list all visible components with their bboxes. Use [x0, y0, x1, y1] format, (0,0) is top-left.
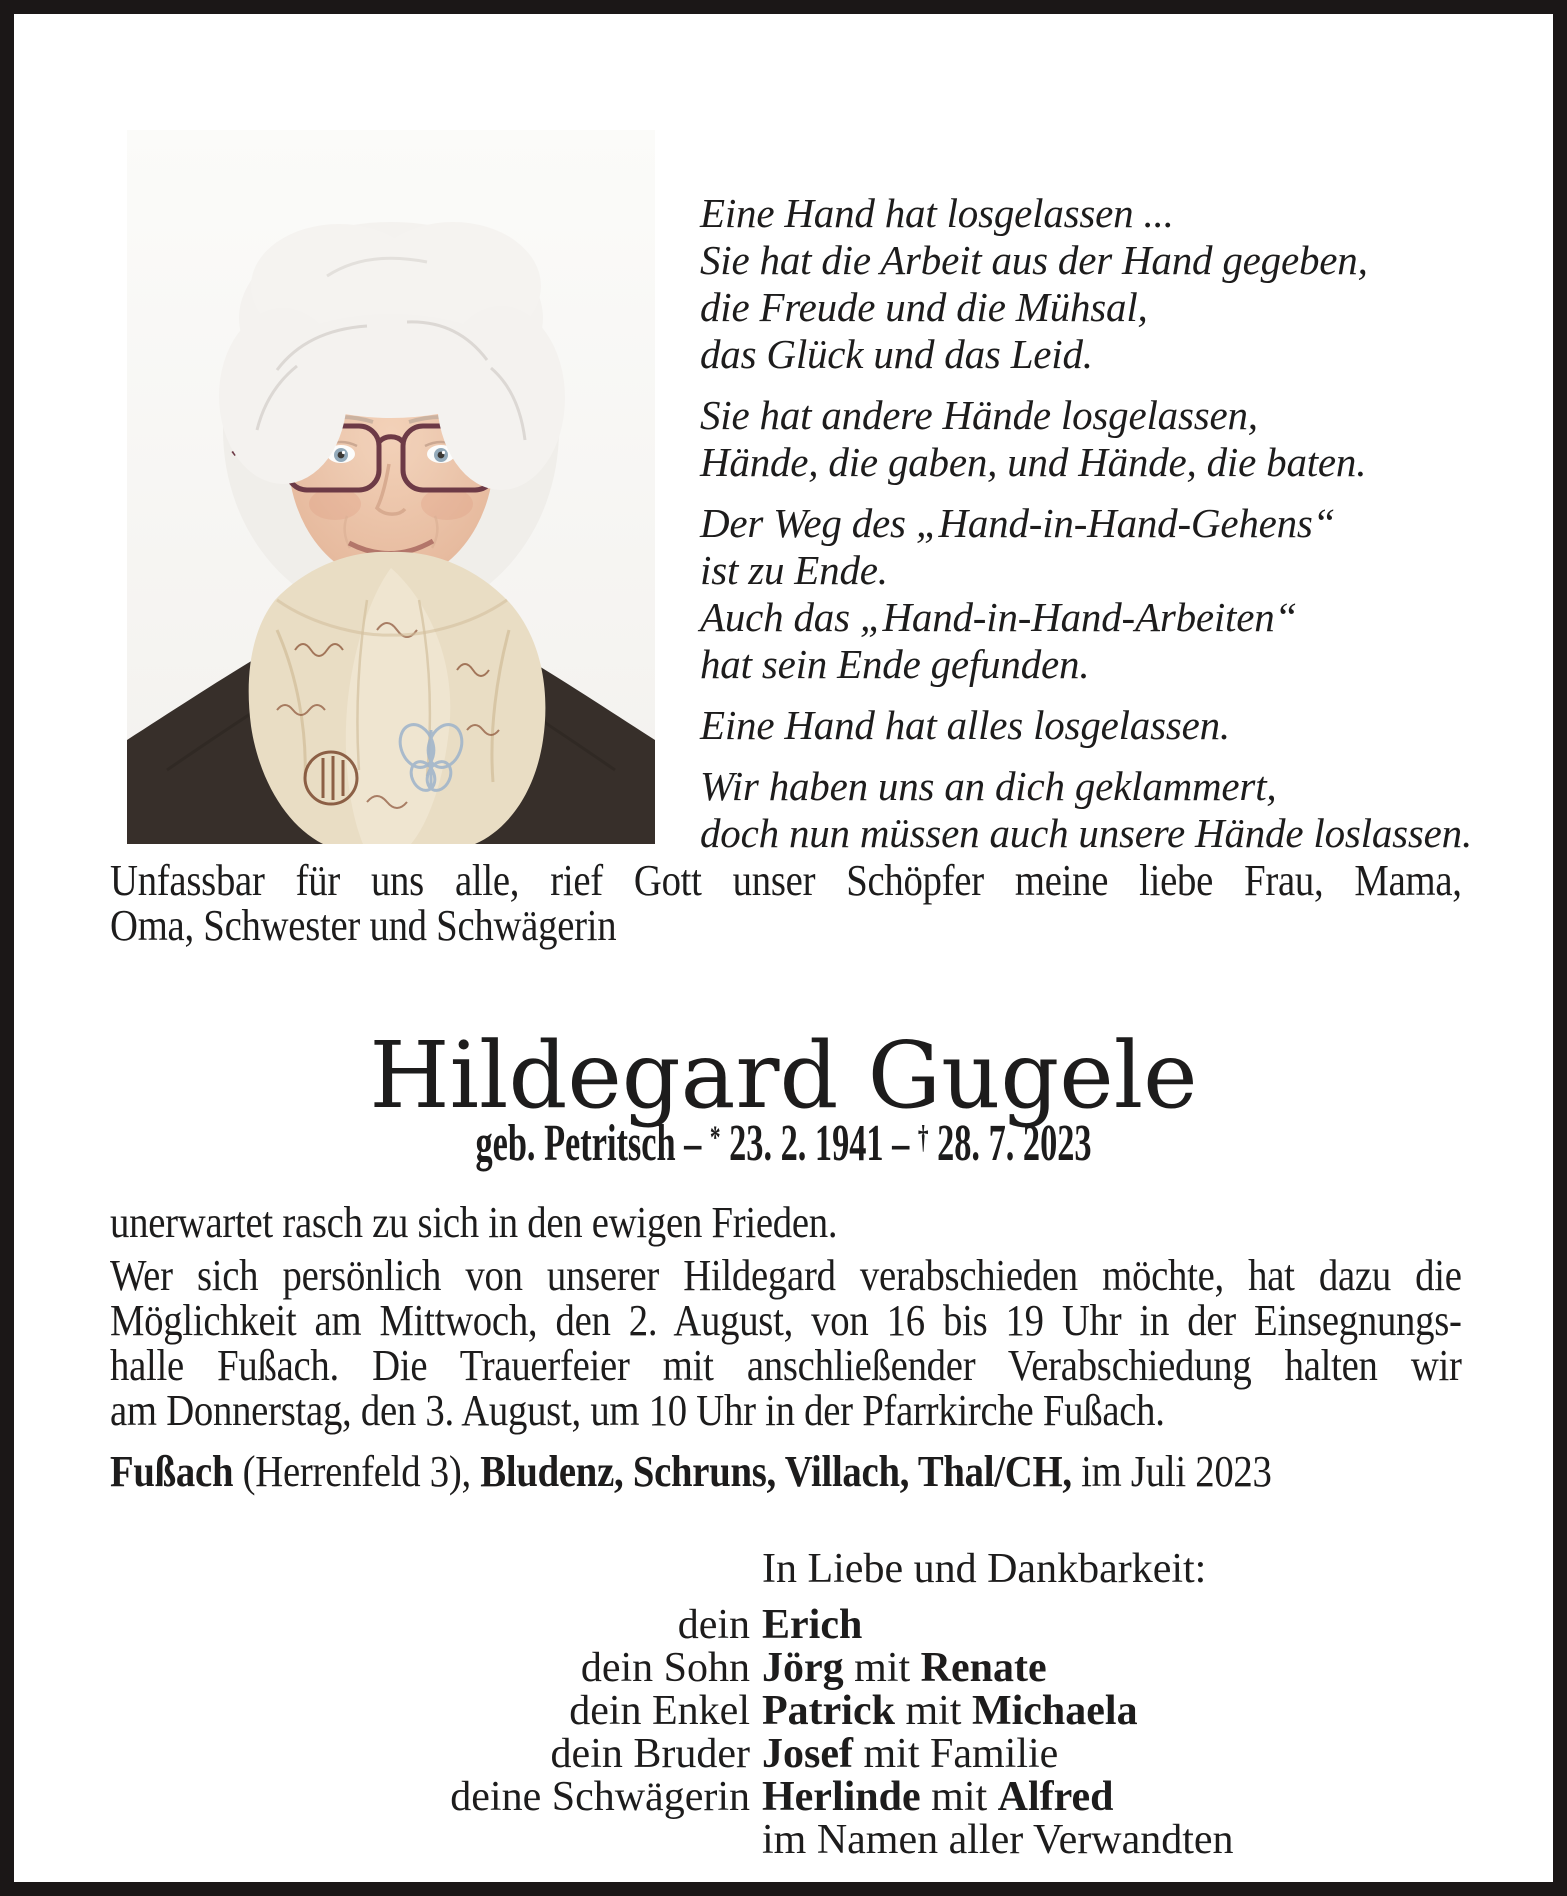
- poem-line: Sie hat andere Hände losgelassen,: [700, 392, 1258, 438]
- places-date-line: [110, 1448, 1462, 1496]
- details-line: Möglichkeit am Mittwoch, den 2. August, von 16 bis 19 Uhr in der Einsegnungs-: [110, 1296, 1462, 1345]
- closing-name-part: mit: [894, 1688, 972, 1734]
- closing-name-part: im Namen aller Verwandten: [762, 1817, 1234, 1863]
- portrait-photo: [127, 130, 655, 844]
- details-line: am Donnerstag, den 3. August, um 10 Uhr in der Pfarrkirche Fußach.: [110, 1386, 1165, 1435]
- closing-name-part: Michaela: [971, 1688, 1138, 1734]
- birth-death-symbol: *: [709, 1118, 721, 1155]
- poem-line: ist zu Ende.: [700, 547, 888, 593]
- memorial-poem: [700, 190, 1490, 871]
- closing-name-part: Renate: [920, 1645, 1047, 1691]
- closing-names: [762, 1690, 1530, 1733]
- closing-rows: [110, 1604, 1530, 1862]
- portrait-photo-illustration: [127, 130, 655, 844]
- closing-names: [762, 1776, 1530, 1819]
- closing-relation: dein: [677, 1602, 750, 1648]
- poem-line: Wir haben uns an dich geklammert,: [700, 763, 1277, 809]
- poem-line: Auch das „Hand-in-Hand-Arbeiten“: [700, 594, 1298, 640]
- poem-stanza: [700, 190, 1490, 378]
- poem-line: das Glück und das Leid.: [700, 331, 1093, 377]
- funeral-details-paragraph: [110, 1253, 1462, 1433]
- intro-line: Oma, Schwester und Schwägerin: [110, 901, 617, 950]
- closing-name-part: Herlinde: [762, 1774, 921, 1820]
- places-segment: (Herrenfeld 3),: [233, 1447, 481, 1496]
- closing-relation: [110, 1819, 750, 1862]
- poem-line: Sie hat die Arbeit aus der Hand gegeben,: [700, 237, 1368, 283]
- closing-name-part: mit: [920, 1774, 998, 1820]
- birth-death-text: 28. 7. 2023: [928, 1115, 1092, 1172]
- birth-death-line: [276, 1117, 1292, 1176]
- closing-relation: dein Sohn: [580, 1645, 750, 1691]
- poem-stanza: [700, 702, 1490, 749]
- closing-relation: dein Enkel: [569, 1688, 750, 1734]
- closing-name-part: mit: [843, 1645, 921, 1691]
- closing-name-part: Erich: [762, 1602, 863, 1648]
- places-segment: im Juli 2023: [1071, 1447, 1272, 1496]
- poem-line: Hände, die gaben, und Hände, die baten.: [700, 439, 1367, 485]
- poem-stanza: [700, 500, 1490, 688]
- closing-name-part: Alfred: [997, 1774, 1114, 1820]
- announcement-opening-line: unerwartet rasch zu sich in den ewigen Frieden.: [110, 1198, 838, 1247]
- closing-heading: In Liebe und Dankbarkeit:: [762, 1546, 1207, 1592]
- closing-names: [762, 1819, 1530, 1862]
- closing-name-part: Patrick: [762, 1688, 895, 1734]
- intro-line: Unfassbar für uns alle, rief Gott unser Schöpfer meine liebe Frau, Mama,: [110, 856, 1462, 905]
- closing-relation: dein Bruder: [550, 1731, 750, 1777]
- poem-line: Der Weg des „Hand-in-Hand-Gehens“: [700, 500, 1336, 546]
- poem-stanza: [700, 763, 1490, 857]
- birth-death-symbol: †: [917, 1118, 929, 1155]
- closing-name-part: Jörg: [762, 1645, 844, 1691]
- birth-death-text: 23. 2. 1941 –: [720, 1115, 918, 1172]
- poem-line: die Freude und die Mühsal,: [700, 284, 1148, 330]
- deceased-name: Hildegard Gugele: [369, 1022, 1198, 1129]
- closing-name-part: mit Familie: [852, 1731, 1059, 1777]
- poem-stanza: [700, 392, 1490, 486]
- poem-line: doch nun müssen auch unsere Hände loslassen.: [700, 810, 1473, 856]
- details-line: Wer sich persönlich von unserer Hildegard verabschieden möchte, hat dazu die: [110, 1251, 1462, 1300]
- poem-line: Eine Hand hat losgelassen ...: [700, 190, 1174, 236]
- closing-relation: deine Schwägerin: [450, 1774, 750, 1820]
- details-line: halle Fußach. Die Trauerfeier mit anschließender Verabschiedung halten wir: [110, 1341, 1462, 1390]
- places-segment: Bludenz, Schruns, Villach, Thal/CH,: [480, 1447, 1072, 1496]
- closing-names: [762, 1604, 1530, 1647]
- closing-names: [762, 1647, 1530, 1690]
- poem-line: Eine Hand hat alles losgelassen.: [700, 702, 1230, 748]
- birth-death-text: geb. Petritsch –: [475, 1115, 710, 1172]
- places-segment: Fußach: [110, 1447, 234, 1496]
- intro-paragraph: [110, 858, 1462, 948]
- poem-line: hat sein Ende gefunden.: [700, 641, 1090, 687]
- closing-names: [762, 1733, 1530, 1776]
- closing-name-part: Josef: [762, 1731, 853, 1777]
